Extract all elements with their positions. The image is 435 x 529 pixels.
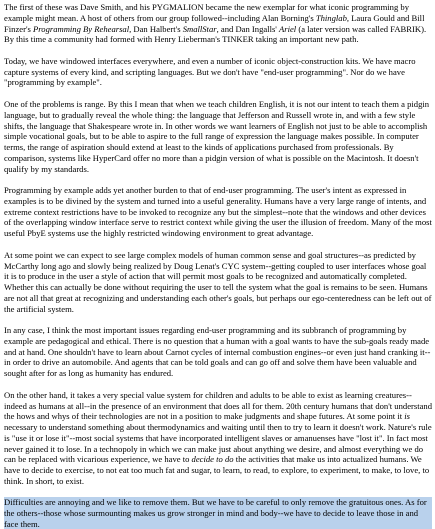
text-run: necessary to understand something about thermodynamics and waiting until then to try to learn it doesn't work. Nature's rule is "use it or lose it"--most social systems that have incorporated intelligent slaves or amanuenses have "lost it". In fact most never gained it to lose. In a technopoly in which we can make just about anything we desire, and almost everything we do can be replaced with vicarious experience, we have to — [4, 422, 432, 465]
text-run: (a later version was called FABRIK). By this time a community had formed with Henry Lieberman's TINKER taking an important new path. — [4, 23, 427, 45]
text-run: One of the problems is range. By this I mean that when we teach children English, it is not our intent to teach them a pidgin language, but to gradually reveal the whole thing: the language that Jefferson and Russell wrote in, and with a few style shifts, the language that Shakespeare wrote in. In other words we want learners of English not just to be able to accomplish simple vocational goals, but to be able to aspire to the full range of expression the language makes possible. In computer terms, the range of aspiration should extend at least to the kinds of applications purchased from professionals. By comparison, systems like HyperCard offer no more than a pidgin version of what is possible on the Macintosh. It doesn't qualify by my standards. — [4, 99, 430, 174]
italic-title-run: decide to do — [191, 454, 234, 465]
italic-title-run: Programming By Rehearsal — [33, 23, 130, 34]
italic-title-run: Ariel — [279, 23, 297, 34]
text-run: , and Dan Ingalls' — [216, 23, 279, 34]
text-run: On the other hand, it takes a very special value system for children and adults to be able to exist as learning creatures--indeed as humans at all--in the presence of an environment that does all for them. 20th century humans that don't understand the hows and whys of their technologies are not in a position to make judgments and shape futures. At some point it — [4, 389, 433, 422]
text-run: At some point we can expect to see large complex models of human common sense and goal structures--as predicted by McCarthy long ago and slowly being realized by Doug Lenat's CYC system--getting coupled to user interfaces whose goal it is to produce in the user a style of action that will permit most goals to be recognized and automatically completed. Whether this can actually be done without requiring the user to tell the system what the goal is remains to be seen. Humans are not all that great at recognizing and understanding each other's goals, but perhaps our ego-centeredness can be left out of the artificial system. — [4, 249, 432, 314]
paragraph-difficulties-selected[interactable] — [4, 497, 432, 529]
text-run: In any case, I think the most important issues regarding end-user programming and its subbranch of programming by example are pedagogical and ethical. There is no question that a human with a goal wants to have the sub-goals ready made and at hand. One shouldn't have to learn about Carnot cycles of internal combustion engines--or even just hand cranking it--in order to drive an automobile. And agents that can be told goals and can go off and solve them have been valuable and sought after for as long as humanity has endured. — [4, 325, 431, 379]
paragraph-pygmalion-history — [4, 2, 432, 45]
paragraph-range-problem — [4, 99, 432, 174]
paragraph-pedagogical-ethical — [4, 325, 432, 379]
paragraph-windowed-interfaces — [4, 56, 432, 88]
paragraph-common-sense-models — [4, 250, 432, 315]
text-run: , Laura Gould and Bill Finzer's — [4, 12, 425, 34]
text-run: the activities that make us into actualized humans. We have to decide to exercise, to not eat too much fat and sugar, to learn, to read, to explore, to experiment, to make, to love, to think. In short, to exist. — [4, 454, 430, 486]
paragraph-programming-by-example — [4, 185, 432, 239]
italic-title-run: Thinglab — [315, 12, 347, 23]
text-run: Programming by example adds yet another burden to that of end-user programming. The user's intent as expressed in examples is to be divined by the system and turned into a useful generality. Humans have a very large range of intents, and extreme context restrictions have to be invoked to recognize any but the simplest--note that the windows and other devices of the overlapping window interface serve to restrict context while giving the user the illusion of freedom. Many of the most useful PbyE systems use the highly restricted windowing environment to great advantage. — [4, 185, 432, 239]
text-run: Today, we have windowed interfaces everywhere, and even a number of iconic object-construction kits. We have macro capture systems of every kind, and scripting languages. But we don't have "end-user programming". Nor do we have "programming by example". — [4, 55, 416, 88]
text-run: Difficulties are annoying and we like to remove them. But we have to be careful to only remove the gratuitous ones. As for the others--those whose surmounting makes us grow stronger in mind and body--we have to decide to leave those in and face them. — [4, 497, 427, 529]
italic-title-run: is — [404, 411, 410, 422]
italic-title-run: SmallStar — [182, 23, 217, 34]
paragraph-value-system — [4, 390, 432, 487]
text-run: , Dan Halbert's — [129, 23, 183, 34]
text-run: The first of these was Dave Smith, and his PYGMALION became the new exemplar for what iconic programming by example might mean. A host of others from our group followed--including Alan Borning's — [4, 2, 409, 23]
